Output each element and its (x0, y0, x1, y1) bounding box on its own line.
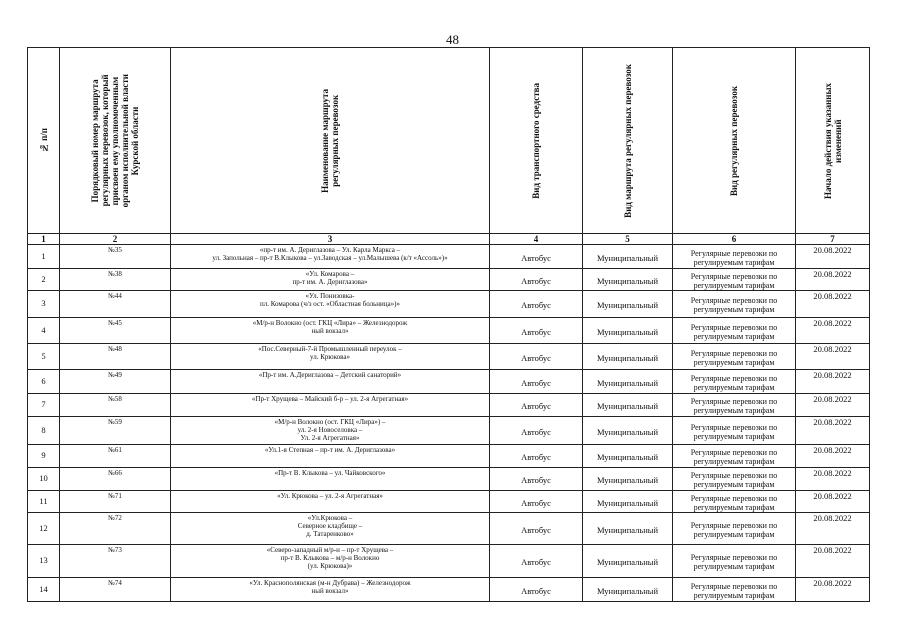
route-number-text: №72 (108, 514, 122, 522)
transport-type-text: Регулярные перевозки по регулируемым тарифам (690, 373, 778, 392)
table-cell-route-type (582, 290, 673, 318)
start-date-text: 20.08.2022 (813, 417, 852, 427)
table-cell-vehicle-type (489, 416, 583, 445)
table-cell-route-number (59, 577, 171, 602)
table-cell-route-number (59, 467, 171, 491)
table-cell-route-type (582, 544, 673, 578)
header-route-number (59, 47, 171, 234)
table-cell-vehicle-type (489, 343, 583, 370)
table-cell-route-number (59, 244, 171, 269)
table-cell-row-number (27, 544, 60, 578)
transport-type-text: Регулярные перевозки по регулируемым тарифам (690, 296, 778, 314)
table-cell-route-name (170, 268, 490, 291)
table-cell-route-name (170, 343, 490, 370)
table-cell-route-name (170, 544, 490, 578)
table-cell-start-date (795, 444, 870, 468)
table-cell-vehicle-type (489, 577, 583, 602)
table-cell-start-date (795, 393, 870, 417)
transport-type-text: Регулярные перевозки по регулируемым тарифам (690, 248, 778, 267)
column-number: 6 (672, 233, 796, 245)
table-cell-route-name (170, 416, 490, 445)
row-number-text: 2 (41, 273, 46, 284)
route-number-text: №71 (108, 492, 122, 500)
table-cell-vehicle-type (489, 290, 583, 318)
start-date-text: 20.08.2022 (813, 468, 852, 478)
route-name-text: «Пос.Северный-7-й Промышленный переулок – ул. Крюкова» (258, 345, 402, 361)
table-cell-row-number (27, 317, 60, 344)
table-cell-route-type (582, 268, 673, 291)
table-cell-start-date (795, 290, 870, 318)
start-date-text: 20.08.2022 (813, 344, 852, 354)
vehicle-type-text: Автобус (521, 252, 551, 263)
table-cell-route-type (582, 490, 673, 513)
row-number-text: 1 (41, 250, 46, 261)
header-label: Порядковый номер маршрута регулярных перевозок, который присвоен ему уполномоченным органом исполнительной власти Курской области (90, 73, 140, 208)
table-cell-route-name (170, 369, 490, 394)
table-cell-route-name (170, 290, 490, 318)
table-cell-route-number (59, 512, 171, 545)
transport-type-text: Регулярные перевозки по регулируемым тарифам (690, 448, 778, 466)
table-cell-start-date (795, 369, 870, 394)
route-name-text: «Пр-т В. Клыкова – ул. Чайковского» (274, 469, 386, 477)
route-type-text: Муниципальный (596, 300, 659, 311)
row-number-text: 11 (39, 495, 48, 506)
table-cell-vehicle-type (489, 490, 583, 513)
route-type-text: Муниципальный (596, 252, 659, 263)
table-cell-row-number (27, 290, 60, 318)
start-date-text: 20.08.2022 (813, 370, 852, 380)
header-label: № п/п (38, 127, 49, 154)
page-number: 48 (446, 32, 459, 47)
transport-type-text: Регулярные перевозки по регулируемым тарифам (690, 422, 778, 441)
route-name-text: «Северо-западный м/р-н – пр-т Хрущева – пр-т В. Клыкова – м/р-н Волокно (ул. Крюкова)» (266, 546, 394, 570)
route-type-text: Муниципальный (596, 585, 659, 596)
table-cell-row-number (27, 490, 60, 513)
transport-type-text: Регулярные перевозки по регулируемым тарифам (690, 520, 778, 539)
route-number-text: №38 (108, 270, 122, 278)
vehicle-type-text: Автобус (521, 475, 551, 486)
route-number-text: №74 (108, 579, 122, 587)
table-cell-route-type (582, 369, 673, 394)
route-name-text: «Ул. Понизовка- пл. Комарова (ч/з ост. «Областная больница»)» (260, 292, 400, 308)
table-cell-route-number (59, 544, 171, 578)
row-number-text: 14 (39, 583, 48, 594)
route-type-text: Муниципальный (596, 426, 659, 437)
table-cell-start-date (795, 544, 870, 578)
table-cell-route-type (582, 416, 673, 445)
column-number: 3 (170, 233, 490, 245)
table-cell-transport-type (672, 490, 796, 513)
column-number: 2 (59, 233, 171, 245)
route-name-text: «Ул.1-я Степная – пр-т им. А. Дериглазова» (264, 446, 396, 454)
route-name-text: «Ул. Краснополянская (м-н Дубрава) – Железнодорож ный вокзал» (249, 579, 411, 595)
route-type-text: Муниципальный (596, 452, 659, 463)
start-date-text: 20.08.2022 (813, 394, 852, 404)
vehicle-type-text: Автобус (521, 326, 551, 337)
table-cell-route-number (59, 369, 171, 394)
table-cell-start-date (795, 577, 870, 602)
table-cell-row-number (27, 244, 60, 269)
route-name-text: «Пр-т им. А.Дериглазова – Детский санаторий» (258, 371, 402, 379)
route-type-text: Муниципальный (596, 377, 659, 388)
start-date-text: 20.08.2022 (813, 491, 852, 501)
route-name-text: «М/р-н Волокно (ост. ГКЦ «Лира») – ул. 2-я Новоселовка – Ул. 2-я Агрегатная» (274, 418, 386, 442)
table-cell-route-number (59, 290, 171, 318)
transport-type-text: Регулярные перевозки по регулируемым тарифам (690, 348, 778, 367)
table-cell-transport-type (672, 393, 796, 417)
header-route-type (582, 47, 673, 234)
table-cell-route-number (59, 444, 171, 468)
table-cell-route-number (59, 343, 171, 370)
column-number: 4 (489, 233, 583, 245)
table-cell-row-number (27, 444, 60, 468)
table-cell-row-number (27, 369, 60, 394)
table-cell-row-number (27, 577, 60, 602)
table-cell-transport-type (672, 268, 796, 291)
table-cell-route-type (582, 244, 673, 269)
table-cell-start-date (795, 244, 870, 269)
route-type-text: Муниципальный (596, 524, 659, 535)
table-cell-transport-type (672, 512, 796, 545)
table-cell-start-date (795, 343, 870, 370)
table-cell-route-name (170, 244, 490, 269)
table-cell-row-number (27, 467, 60, 491)
transport-type-text: Регулярные перевозки по регулируемым тарифам (690, 397, 778, 415)
start-date-text: 20.08.2022 (813, 245, 852, 255)
transport-type-text: Регулярные перевозки по регулируемым тарифам (690, 471, 778, 489)
table-cell-transport-type (672, 369, 796, 394)
table-cell-vehicle-type (489, 369, 583, 394)
table-cell-route-number (59, 317, 171, 344)
start-date-text: 20.08.2022 (813, 318, 852, 328)
header-row-number (27, 47, 60, 234)
table-cell-start-date (795, 317, 870, 344)
table-cell-route-type (582, 444, 673, 468)
start-date-text: 20.08.2022 (813, 269, 852, 279)
vehicle-type-text: Автобус (521, 377, 551, 388)
row-number-text: 12 (39, 522, 48, 533)
row-number-text: 3 (41, 298, 46, 309)
route-name-text: «Пр-т Хрущева – Майский б-р – ул. 2-я Агрегатная» (251, 395, 409, 403)
row-number-text: 9 (41, 450, 46, 461)
vehicle-type-text: Автобус (521, 452, 551, 463)
route-number-text: №45 (108, 319, 122, 327)
table-cell-transport-type (672, 290, 796, 318)
start-date-text: 20.08.2022 (813, 578, 852, 588)
start-date-text: 20.08.2022 (813, 545, 852, 555)
transport-type-text: Регулярные перевозки по регулируемым тарифам (690, 493, 778, 512)
table-cell-route-name (170, 317, 490, 344)
table-cell-vehicle-type (489, 467, 583, 491)
route-number-text: №44 (108, 292, 122, 300)
vehicle-type-text: Автобус (521, 352, 551, 363)
header-route-name (170, 47, 490, 234)
table-cell-transport-type (672, 544, 796, 578)
table-cell-route-type (582, 393, 673, 417)
route-type-text: Муниципальный (596, 401, 659, 412)
table-cell-row-number (27, 268, 60, 291)
route-type-text: Муниципальный (596, 475, 659, 486)
start-date-text: 20.08.2022 (813, 291, 852, 301)
table-cell-transport-type (672, 467, 796, 491)
start-date-text: 20.08.2022 (813, 513, 852, 523)
table-cell-transport-type (672, 444, 796, 468)
route-number-text: №48 (108, 345, 122, 353)
table-cell-transport-type (672, 343, 796, 370)
table-cell-route-name (170, 490, 490, 513)
header-label: Наименование маршрута регулярных перевозок (320, 88, 340, 193)
vehicle-type-text: Автобус (521, 401, 551, 412)
row-number-text: 8 (41, 424, 46, 435)
row-number-text: 10 (39, 473, 48, 484)
route-name-text: «Ул. Комарова – пр-т им. А. Дериглазова» (292, 270, 368, 286)
column-number: 1 (27, 233, 60, 245)
route-number-text: №66 (108, 469, 122, 477)
column-number: 5 (582, 233, 673, 245)
table-cell-route-name (170, 577, 490, 602)
table-cell-start-date (795, 467, 870, 491)
table-cell-vehicle-type (489, 544, 583, 578)
transport-type-text: Регулярные перевозки по регулируемым тарифам (690, 553, 778, 571)
route-number-text: №59 (108, 418, 122, 426)
vehicle-type-text: Автобус (521, 497, 551, 508)
table-cell-transport-type (672, 577, 796, 602)
table-cell-start-date (795, 416, 870, 445)
table-cell-route-type (582, 467, 673, 491)
header-transport-type (672, 47, 796, 234)
row-number-text: 13 (39, 555, 48, 566)
table-cell-row-number (27, 343, 60, 370)
vehicle-type-text: Автобус (521, 524, 551, 535)
transport-type-text: Регулярные перевозки по регулируемым тарифам (690, 322, 778, 341)
route-name-text: «М/р-н Волокно (ост. ГКЦ «Лира» – Железнодорож ный вокзал» (252, 319, 408, 335)
table-cell-route-name (170, 512, 490, 545)
table-cell-transport-type (672, 244, 796, 269)
table-cell-vehicle-type (489, 512, 583, 545)
vehicle-type-text: Автобус (521, 426, 551, 437)
table-cell-route-number (59, 268, 171, 291)
route-type-text: Муниципальный (596, 557, 659, 568)
route-type-text: Муниципальный (596, 497, 659, 508)
table-cell-route-name (170, 393, 490, 417)
table-cell-row-number (27, 393, 60, 417)
transport-type-text: Регулярные перевозки по регулируемым тарифам (690, 271, 778, 290)
route-number-text: №61 (108, 446, 122, 454)
vehicle-type-text: Автобус (521, 275, 551, 286)
table-cell-vehicle-type (489, 244, 583, 269)
table-cell-route-number (59, 490, 171, 513)
table-cell-route-number (59, 393, 171, 417)
start-date-text: 20.08.2022 (813, 445, 852, 455)
vehicle-type-text: Автобус (521, 300, 551, 311)
table-cell-start-date (795, 490, 870, 513)
table-cell-route-name (170, 467, 490, 491)
table-cell-vehicle-type (489, 268, 583, 291)
route-type-text: Муниципальный (596, 352, 659, 363)
table-cell-route-type (582, 343, 673, 370)
header-vehicle-type (489, 47, 583, 234)
header-label: Вид маршрута регулярных перевозок (622, 63, 633, 218)
route-type-text: Муниципальный (596, 326, 659, 337)
table-cell-route-number (59, 416, 171, 445)
table-cell-vehicle-type (489, 444, 583, 468)
table-cell-transport-type (672, 416, 796, 445)
route-number-text: №49 (108, 371, 122, 379)
route-number-text: №73 (108, 546, 122, 554)
vehicle-type-text: Автобус (521, 557, 551, 568)
table-cell-vehicle-type (489, 393, 583, 417)
table-cell-route-name (170, 444, 490, 468)
row-number-text: 5 (41, 350, 46, 361)
header-start-date (795, 47, 870, 234)
table-cell-vehicle-type (489, 317, 583, 344)
route-name-text: «Ул. Крюкова – ул. 2-я Агрегатная» (277, 492, 383, 500)
route-name-text: «Ул.Крюкова – Северное кладбище – д. Татаренково» (297, 514, 363, 538)
header-label: Вид регулярных перевозок (729, 85, 739, 196)
route-number-text: №58 (108, 395, 122, 403)
row-number-text: 7 (41, 399, 46, 410)
row-number-text: 6 (41, 375, 46, 386)
row-number-text: 4 (41, 324, 46, 335)
route-number-text: №35 (108, 246, 122, 254)
table-cell-transport-type (672, 317, 796, 344)
route-name-text: «пр-т им. А. Дериглазова – Ул. Карла Маркса – ул. Запольная – пр-т В.Клыкова – ул.Заводская – ул.Малышева (к/т «Ассоль»)» (212, 246, 448, 262)
table-cell-row-number (27, 512, 60, 545)
table-cell-row-number (27, 416, 60, 445)
transport-type-text: Регулярные перевозки по регулируемым тарифам (690, 581, 778, 600)
table-cell-start-date (795, 268, 870, 291)
vehicle-type-text: Автобус (521, 585, 551, 596)
routes-table (28, 48, 870, 608)
header-label: Начало действия указанных изменений (822, 82, 843, 199)
table-cell-route-type (582, 577, 673, 602)
table-cell-route-type (582, 317, 673, 344)
table-cell-start-date (795, 512, 870, 545)
column-number: 7 (795, 233, 870, 245)
route-type-text: Муниципальный (596, 275, 659, 286)
header-label: Вид транспортного средства (531, 82, 541, 199)
table-cell-route-type (582, 512, 673, 545)
